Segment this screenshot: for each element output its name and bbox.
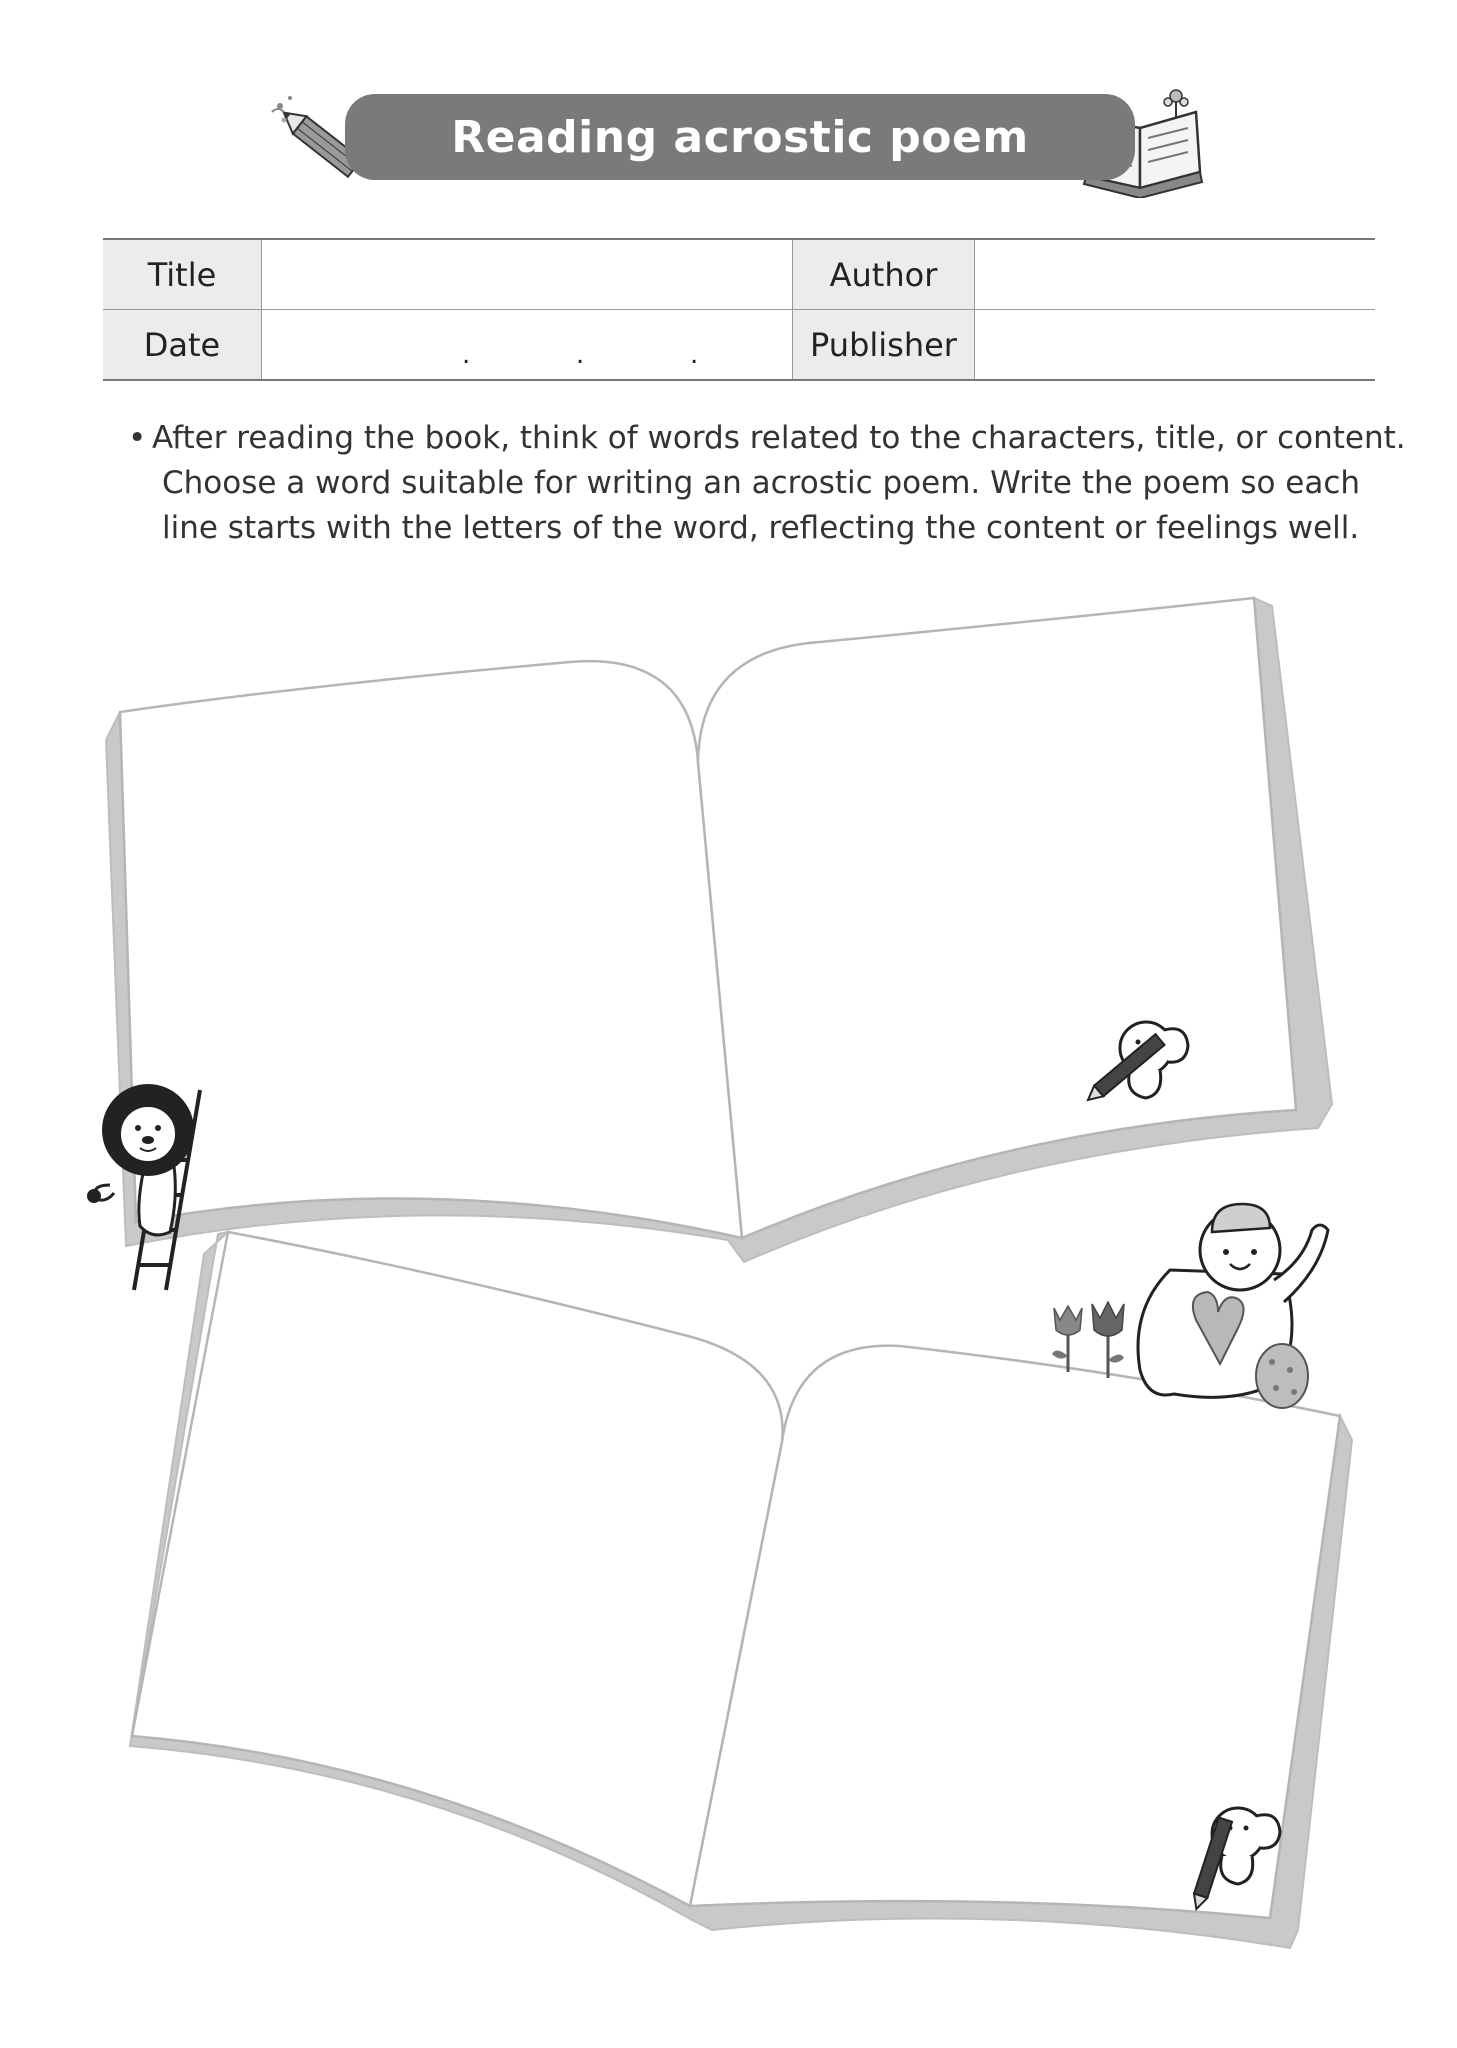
date-separator: . bbox=[576, 340, 585, 370]
instruction-line: line starts with the letters of the word, reflecting the content or feelings well. bbox=[162, 510, 1360, 546]
instruction-line: • After reading the book, think of words related to the characters, title, or content. bbox=[128, 416, 1368, 461]
instruction-line: Choose a word suitable for writing an acrostic poem. Write the poem so each bbox=[162, 465, 1361, 501]
waving-bear-icon bbox=[1138, 1204, 1328, 1408]
date-separator: . bbox=[690, 340, 699, 370]
title-label: Title bbox=[103, 239, 262, 310]
author-label: Author bbox=[793, 239, 975, 310]
date-separator: . bbox=[462, 340, 471, 370]
publisher-label: Publisher bbox=[793, 310, 975, 381]
lion-on-ladder-icon bbox=[87, 1084, 200, 1290]
page-title: Reading acrostic poem bbox=[451, 111, 1029, 163]
top-open-book[interactable] bbox=[106, 598, 1332, 1262]
bullet-icon: • bbox=[128, 420, 147, 456]
date-label: Date bbox=[103, 310, 262, 381]
